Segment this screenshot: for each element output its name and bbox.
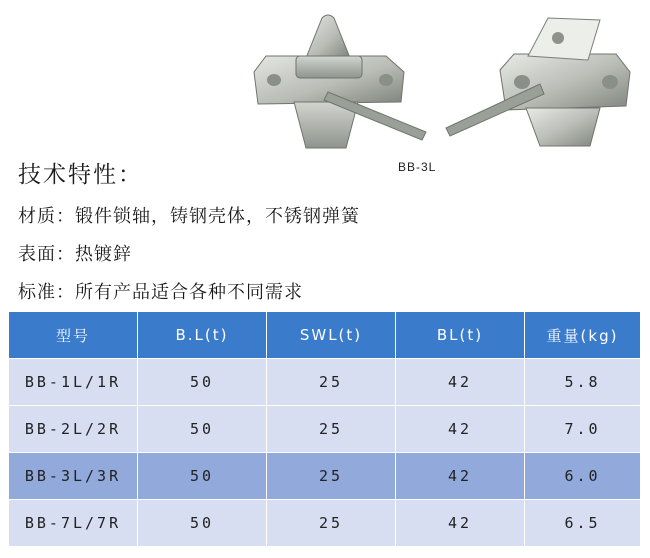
spec-material-key: 材质：	[18, 206, 75, 227]
cell-model: BB-2L/2R	[9, 405, 138, 452]
cell-swl: 25	[267, 452, 396, 499]
cell-model: BB-1L/1R	[9, 358, 138, 405]
spec-standard	[18, 278, 303, 304]
table-row	[9, 358, 640, 405]
cell-bl: 42	[396, 452, 525, 499]
spec-title: 技术特性：	[18, 162, 143, 188]
cell-bl: 42	[396, 499, 525, 546]
spec-surface-key: 表面：	[18, 244, 75, 265]
table-row	[9, 405, 640, 452]
header-weight: 重量(kg)	[525, 312, 640, 358]
spec-material-value: 锻件锁轴，铸钢壳体，不锈钢弹簧	[75, 206, 360, 227]
cell-breaking-load: 50	[138, 358, 267, 405]
twistlock-left-image	[236, 12, 436, 154]
header-bl: BL(t)	[396, 312, 525, 358]
cell-weight: 7.0	[525, 405, 640, 452]
cell-breaking-load: 50	[138, 452, 267, 499]
cell-breaking-load: 50	[138, 405, 267, 452]
cell-swl: 25	[267, 405, 396, 452]
spec-surface-value: 热镀鋅	[75, 244, 132, 265]
cell-weight: 6.5	[525, 499, 640, 546]
spec-table	[9, 312, 640, 546]
table-row	[9, 499, 640, 546]
cell-weight: 6.0	[525, 452, 640, 499]
cell-bl: 42	[396, 358, 525, 405]
cell-model: BB-3L/3R	[9, 452, 138, 499]
header-breaking-load: B.L(t)	[138, 312, 267, 358]
product-caption: BB-3L	[398, 160, 437, 174]
cell-bl: 42	[396, 405, 525, 452]
table-header-row	[9, 312, 640, 358]
header-model: 型号	[9, 312, 138, 358]
spec-standard-key: 标准：	[18, 282, 75, 303]
spec-material	[18, 202, 360, 228]
cell-weight: 5.8	[525, 358, 640, 405]
twistlock-right-image	[440, 10, 640, 152]
spec-standard-value: 所有产品适合各种不同需求	[75, 282, 303, 303]
cell-model: BB-7L/7R	[9, 499, 138, 546]
cell-swl: 25	[267, 499, 396, 546]
cell-swl: 25	[267, 358, 396, 405]
cell-breaking-load: 50	[138, 499, 267, 546]
table-row-highlighted	[9, 452, 640, 499]
spec-surface	[18, 240, 132, 266]
header-swl: SWL(t)	[267, 312, 396, 358]
